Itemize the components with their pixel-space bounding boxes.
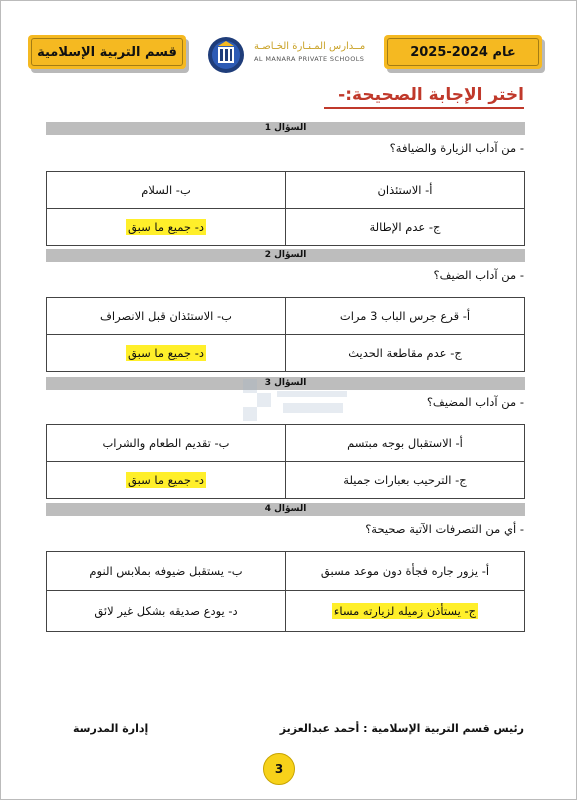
year-label: عام 2024-2025 bbox=[410, 44, 516, 60]
option-a[interactable]: أ- يزور جاره فجأة دون موعد مسبق bbox=[286, 552, 525, 591]
highlighted-answer: ج- يستأذن زميله لزيارته مساء bbox=[333, 604, 477, 618]
highlighted-answer: د- جميع ما سبق bbox=[128, 220, 204, 234]
department-label: قسم التربية الإسلامية bbox=[37, 44, 177, 60]
option-b[interactable]: ب- تقديم الطعام والشراب bbox=[47, 425, 286, 462]
option-b[interactable]: ب- السلام bbox=[47, 172, 286, 209]
question-2-text: - من آداب الضيف؟ bbox=[433, 268, 524, 282]
school-administration-label: إدارة المدرسة bbox=[73, 722, 149, 735]
option-c[interactable]: ج- عدم الإطالة bbox=[286, 209, 525, 246]
watermark-icon bbox=[233, 371, 353, 431]
option-d[interactable] bbox=[47, 209, 286, 246]
question-1-bar: السؤال 1 bbox=[46, 122, 525, 135]
option-a[interactable]: أ- قرع جرس الباب 3 مرات bbox=[286, 298, 525, 335]
option-a[interactable]: أ- الاستئذان bbox=[286, 172, 525, 209]
page-title: اختر الإجابة الصحيحة:- bbox=[338, 85, 524, 105]
question-3-text: - من آداب المضيف؟ bbox=[426, 395, 524, 409]
school-logo bbox=[206, 35, 376, 75]
question-1-options bbox=[46, 171, 525, 246]
option-c[interactable]: ج- عدم مقاطعة الحديث bbox=[286, 335, 525, 372]
highlighted-answer: د- جميع ما سبق bbox=[128, 473, 204, 487]
department-box bbox=[28, 35, 186, 69]
school-crest-icon bbox=[206, 35, 246, 75]
option-d[interactable] bbox=[47, 462, 286, 499]
option-b[interactable]: ب- يستقبل ضيوفه بملابس النوم bbox=[47, 552, 286, 591]
question-2-options bbox=[46, 297, 525, 372]
department-head-signature: رئيس قسم التربية الإسلامية : أحمد عبدالعزيز bbox=[279, 722, 524, 735]
question-1-text: - من آداب الزيارة والضيافة؟ bbox=[389, 141, 524, 155]
option-d[interactable]: د- يودع صديقه بشكل غير لائق bbox=[47, 591, 286, 632]
question-4-options bbox=[46, 551, 525, 632]
page-number: 3 bbox=[263, 753, 295, 785]
option-b[interactable]: ب- الاستئذان قبل الانصراف bbox=[47, 298, 286, 335]
option-c[interactable]: ج- الترحيب بعبارات جميلة bbox=[286, 462, 525, 499]
question-2-bar: السؤال 2 bbox=[46, 249, 525, 262]
school-name-english: AL MANARA PRIVATE SCHOOLS bbox=[254, 55, 365, 63]
title-underline bbox=[324, 107, 524, 109]
year-box bbox=[384, 35, 542, 69]
question-4-bar: السؤال 4 bbox=[46, 503, 525, 516]
question-3-options bbox=[46, 424, 525, 499]
option-a[interactable]: أ- الاستقبال بوجه مبتسم bbox=[286, 425, 525, 462]
question-3-bar: السؤال 3 bbox=[46, 377, 525, 390]
highlighted-answer: د- جميع ما سبق bbox=[128, 346, 204, 360]
option-d[interactable] bbox=[47, 335, 286, 372]
school-name-arabic: مــدارس المـنـارة الخـاصـة bbox=[254, 41, 366, 52]
question-4-text: - أي من التصرفات الآتية صحيحة؟ bbox=[365, 522, 524, 536]
option-c[interactable] bbox=[286, 591, 525, 632]
